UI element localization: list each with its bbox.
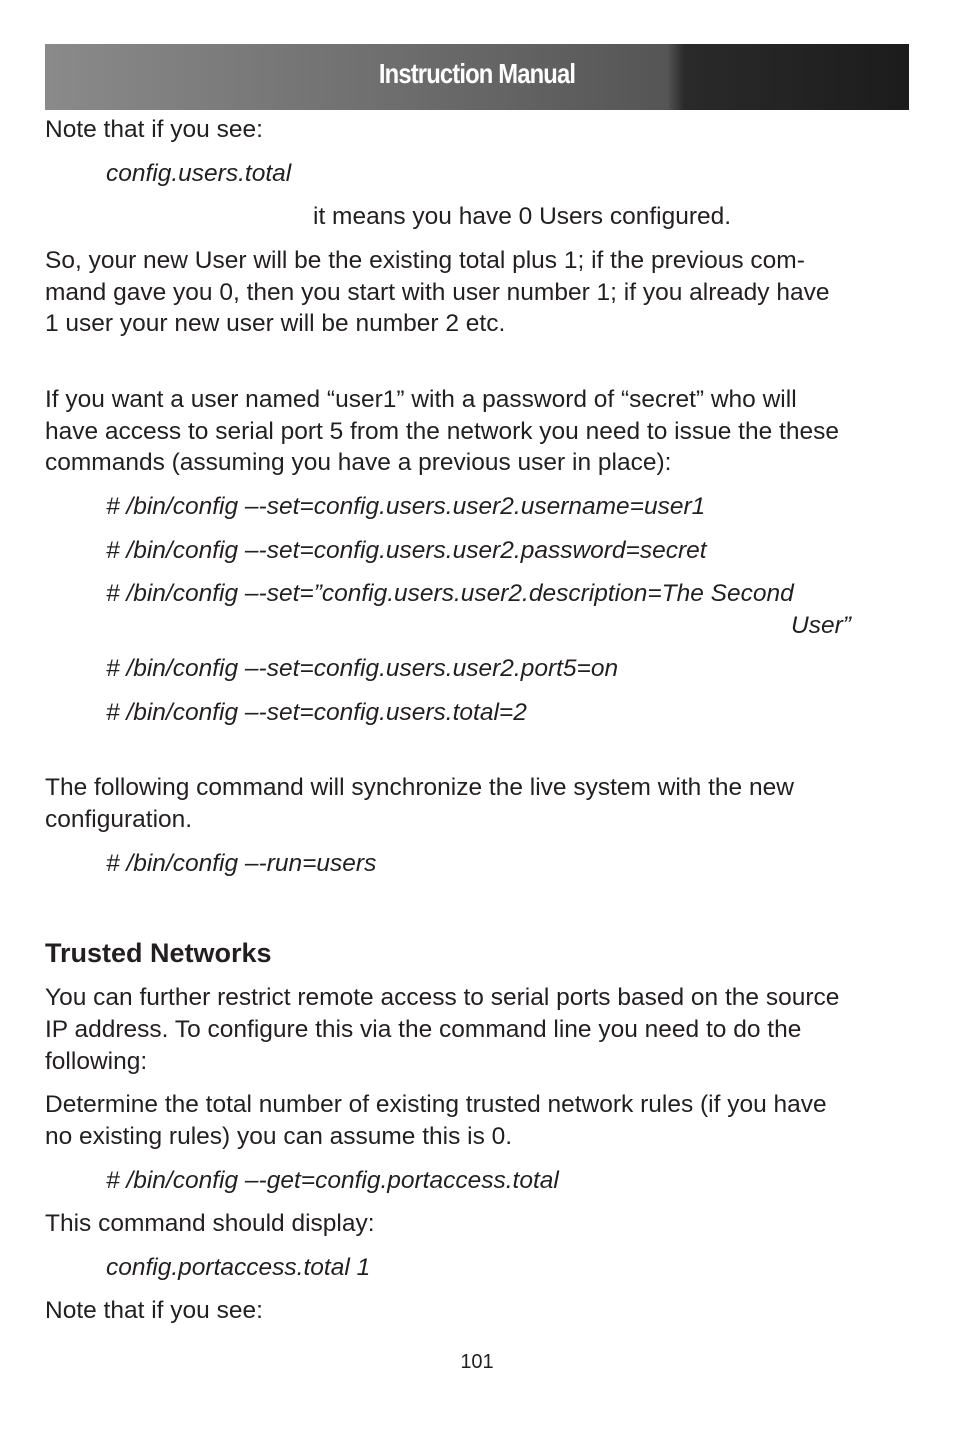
command-output-portaccess-total: config.portaccess.total 1 [106,1254,371,1281]
zero-users-text: it means you have 0 Users configured. [313,203,732,230]
command-set-password: # /bin/config –-set=config.users.user2.password=secret [106,537,707,564]
paragraph-line: Determine the total number of existing trusted network rules (if you have [45,1091,827,1118]
paragraph-line: commands (assuming you have a previous user in place): [45,449,672,476]
command-run-users: # /bin/config –-run=users [106,850,377,877]
section-heading-trusted-networks: Trusted Networks [45,938,272,968]
paragraph-line: The following command will synchronize the live system with the new [45,774,794,801]
page-number: 101 [460,1351,494,1373]
paragraph-line: IP address. To configure this via the command line you need to do the [45,1016,802,1043]
paragraph-line: 1 user your new user will be number 2 etc. [45,310,506,337]
paragraph-line: So, your new User will be the existing total plus 1; if the previous com- [45,247,805,274]
header-bar [45,44,909,110]
paragraph-line: You can further restrict remote access to serial ports based on the source [45,984,840,1011]
paragraph-line: no existing rules) you can assume this is 0. [45,1123,513,1150]
note-intro-second: Note that if you see: [45,1297,263,1324]
command-get-portaccess-total: # /bin/config –-get=config.portaccess.total [106,1167,559,1194]
paragraph-line: following: [45,1048,148,1075]
command-set-description-continued: User” [791,612,851,639]
command-set-username: # /bin/config –-set=config.users.user2.username=user1 [106,493,706,520]
command-users-total: config.users.total [106,160,292,187]
note-intro: Note that if you see: [45,116,263,143]
command-set-description: # /bin/config –-set=”config.users.user2.description=The Second [106,580,794,607]
paragraph-line: have access to serial port 5 from the network you need to issue the these [45,418,839,445]
command-set-port5: # /bin/config –-set=config.users.user2.port5=on [106,655,619,682]
command-set-total: # /bin/config –-set=config.users.total=2 [106,699,527,726]
header-title: Instruction Manual [378,58,576,89]
paragraph-line: configuration. [45,806,193,833]
paragraph-line: If you want a user named “user1” with a password of “secret” who will [45,386,797,413]
display-intro: This command should display: [45,1210,375,1237]
paragraph-line: mand gave you 0, then you start with user number 1; if you already have [45,279,830,306]
